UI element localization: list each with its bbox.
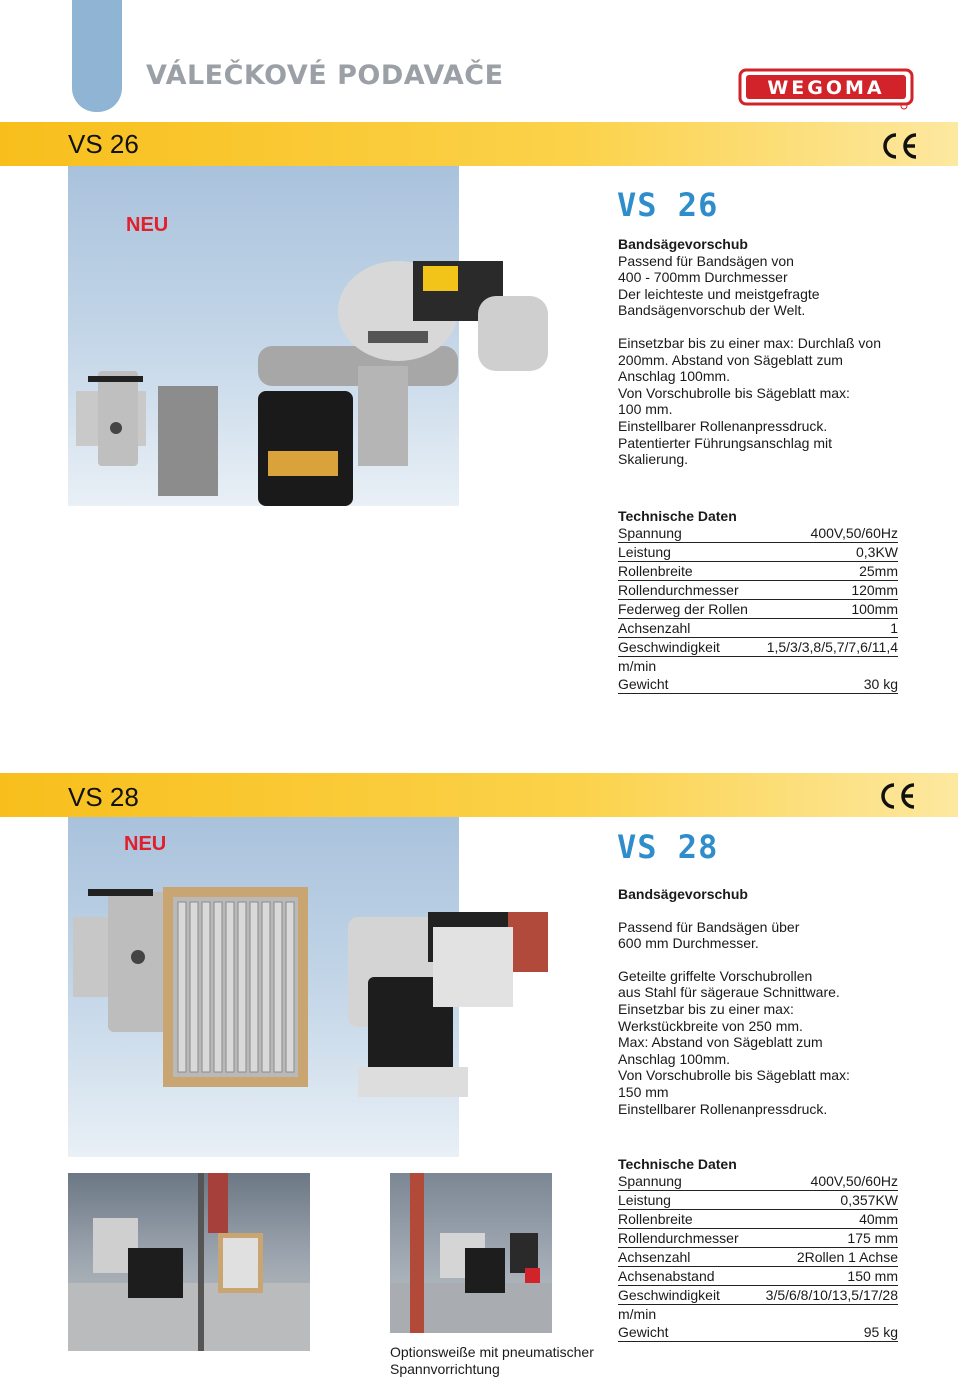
spec-label: m/min xyxy=(618,1306,657,1322)
description-vs26 xyxy=(618,236,918,468)
description-line: Anschlag 100mm. xyxy=(618,1050,731,1067)
spec-label: Rollendurchmesser xyxy=(618,582,739,598)
spec-label: Federweg der Rollen xyxy=(618,601,748,617)
spec-row xyxy=(618,639,898,657)
spec-row xyxy=(618,1306,898,1323)
section-label-vs26: VS 26 xyxy=(68,129,139,159)
spec-value: 3/5/6/8/10/13,5/17/28 xyxy=(765,1287,898,1303)
spec-row xyxy=(618,1287,898,1305)
spec-label: Achsenzahl xyxy=(618,620,691,636)
spec-table-vs26 xyxy=(618,507,898,695)
spec-table-title: Technische Daten xyxy=(618,1156,737,1172)
spec-label: Rollendurchmesser xyxy=(618,1230,739,1246)
product-photo-vs28 xyxy=(68,817,459,1157)
machine-illustration-vs28 xyxy=(68,817,588,1157)
caption-line: Optionsweiße mit pneumatischer xyxy=(390,1344,594,1360)
spec-label: Gewicht xyxy=(618,1324,669,1340)
description-line: 100 mm. xyxy=(618,401,673,418)
installation-illustration-1 xyxy=(68,1173,310,1351)
optional-caption xyxy=(390,1344,594,1377)
spec-label: Geschwindigkeit xyxy=(618,1287,720,1303)
section-band-vs28 xyxy=(0,773,958,817)
spec-label: Rollenbreite xyxy=(618,1211,693,1227)
spec-row xyxy=(618,1173,898,1191)
description-line: Der leichteste und meistgefragte xyxy=(618,285,820,302)
spec-value: 120mm xyxy=(851,582,898,598)
description-line: Einsetzbar bis zu einer max: Durchlaß von xyxy=(618,334,881,351)
description-line: aus Stahl für sägeraue Schnittware. xyxy=(618,984,840,1001)
spec-row xyxy=(618,1324,898,1342)
model-title-vs26: VS 26 xyxy=(617,186,719,224)
description-line: Werkstückbreite von 250 mm. xyxy=(618,1017,803,1034)
spec-label: Geschwindigkeit xyxy=(618,639,720,655)
description-line: Einstellbarer Rollenanpressdruck. xyxy=(618,417,828,434)
description-line: Von Vorschubrolle bis Sägeblatt max: xyxy=(618,1067,850,1084)
description-line: Einstellbarer Rollenanpressdruck. xyxy=(618,1100,828,1117)
spec-value: 95 kg xyxy=(863,1324,898,1340)
description-line: Passend für Bandsägen von xyxy=(618,252,794,269)
spec-row xyxy=(618,1192,898,1210)
installation-photo-1 xyxy=(68,1173,310,1351)
spec-row xyxy=(618,1230,898,1248)
spec-row xyxy=(618,658,898,675)
description-line: Bandsägenvorschub der Welt. xyxy=(618,302,806,319)
spec-row xyxy=(618,544,898,562)
description-line: 600 mm Durchmesser. xyxy=(618,935,759,952)
spec-label: Achsenzahl xyxy=(618,1249,691,1265)
spec-label: Gewicht xyxy=(618,676,669,692)
description-line: Von Vorschubrolle bis Sägeblatt max: xyxy=(618,384,850,401)
ce-mark-icon xyxy=(878,780,918,812)
description-line: 200mm. Abstand von Sägeblatt zum xyxy=(618,351,843,368)
spec-value: 0,3KW xyxy=(855,544,898,560)
spec-row xyxy=(618,620,898,638)
section-band-vs26 xyxy=(0,122,958,166)
installation-photo-2 xyxy=(390,1173,552,1333)
spec-value: 175 mm xyxy=(847,1230,898,1246)
new-badge-vs26: NEU xyxy=(126,214,169,236)
spec-label: Spannung xyxy=(618,1173,682,1189)
description-line: 150 mm xyxy=(618,1083,669,1100)
spec-label: Leistung xyxy=(618,1192,671,1208)
spec-label: Spannung xyxy=(618,525,682,541)
description-line: Einsetzbar bis zu einer max: xyxy=(618,1000,794,1017)
logo-text: WEGOMA xyxy=(767,77,885,99)
spec-value: 1 xyxy=(890,620,898,636)
spec-value: 400V,50/60Hz xyxy=(810,1173,898,1189)
caption-line: Spannvorrichtung xyxy=(390,1360,500,1377)
spec-label: Achsenabstand xyxy=(618,1268,715,1284)
spec-label: Leistung xyxy=(618,544,671,560)
spec-value: 400V,50/60Hz xyxy=(810,525,898,541)
new-badge-vs28: NEU xyxy=(124,833,167,855)
spec-table-title: Technische Daten xyxy=(618,508,737,524)
spec-value: 1,5/3/3,8/5,7/7,6/11,4 xyxy=(766,639,898,655)
spec-value: 40mm xyxy=(859,1211,898,1227)
description-line: Skalierung. xyxy=(618,451,689,468)
description-line: Passend für Bandsägen über xyxy=(618,918,800,935)
description-line: Anschlag 100mm. xyxy=(618,368,731,385)
spec-row xyxy=(618,525,898,543)
spec-row xyxy=(618,1211,898,1229)
spec-row xyxy=(618,1268,898,1286)
spec-value: 2Rollen 1 Achse xyxy=(796,1249,898,1265)
description-vs28 xyxy=(618,886,918,1117)
description-line: Patentierter Führungsanschlag mit xyxy=(618,434,832,451)
spec-label: Rollenbreite xyxy=(618,563,693,579)
spec-value: 25mm xyxy=(859,563,898,579)
spec-table-vs28 xyxy=(618,1155,898,1343)
model-title-vs28: VS 28 xyxy=(617,828,719,866)
page-title: VÁLEČKOVÉ PODAVAČE xyxy=(146,60,504,91)
spec-row xyxy=(618,601,898,619)
spec-row xyxy=(618,676,898,694)
spec-value: 30 kg xyxy=(863,676,898,692)
description-line: Geteilte griffelte Vorschubrollen xyxy=(618,967,813,984)
description-line: Max: Abstand von Sägeblatt zum xyxy=(618,1034,823,1051)
description-title: Bandsägevorschub xyxy=(618,886,748,902)
spec-row xyxy=(618,1249,898,1267)
product-photo-vs26 xyxy=(68,166,459,506)
section-label-vs28: VS 28 xyxy=(68,782,139,812)
spec-row xyxy=(618,582,898,600)
spec-value: 100mm xyxy=(851,601,898,617)
header-tab-decoration xyxy=(72,0,122,112)
ce-mark-icon xyxy=(880,130,920,162)
spec-row xyxy=(618,563,898,581)
spec-label: m/min xyxy=(618,658,657,674)
description-title: Bandsägevorschub xyxy=(618,236,748,252)
spec-value: 150 mm xyxy=(847,1268,898,1284)
spec-value: 0,357KW xyxy=(840,1192,898,1208)
description-line: 400 - 700mm Durchmesser xyxy=(618,269,788,286)
installation-illustration-2 xyxy=(390,1173,552,1333)
wegoma-logo xyxy=(738,68,914,110)
